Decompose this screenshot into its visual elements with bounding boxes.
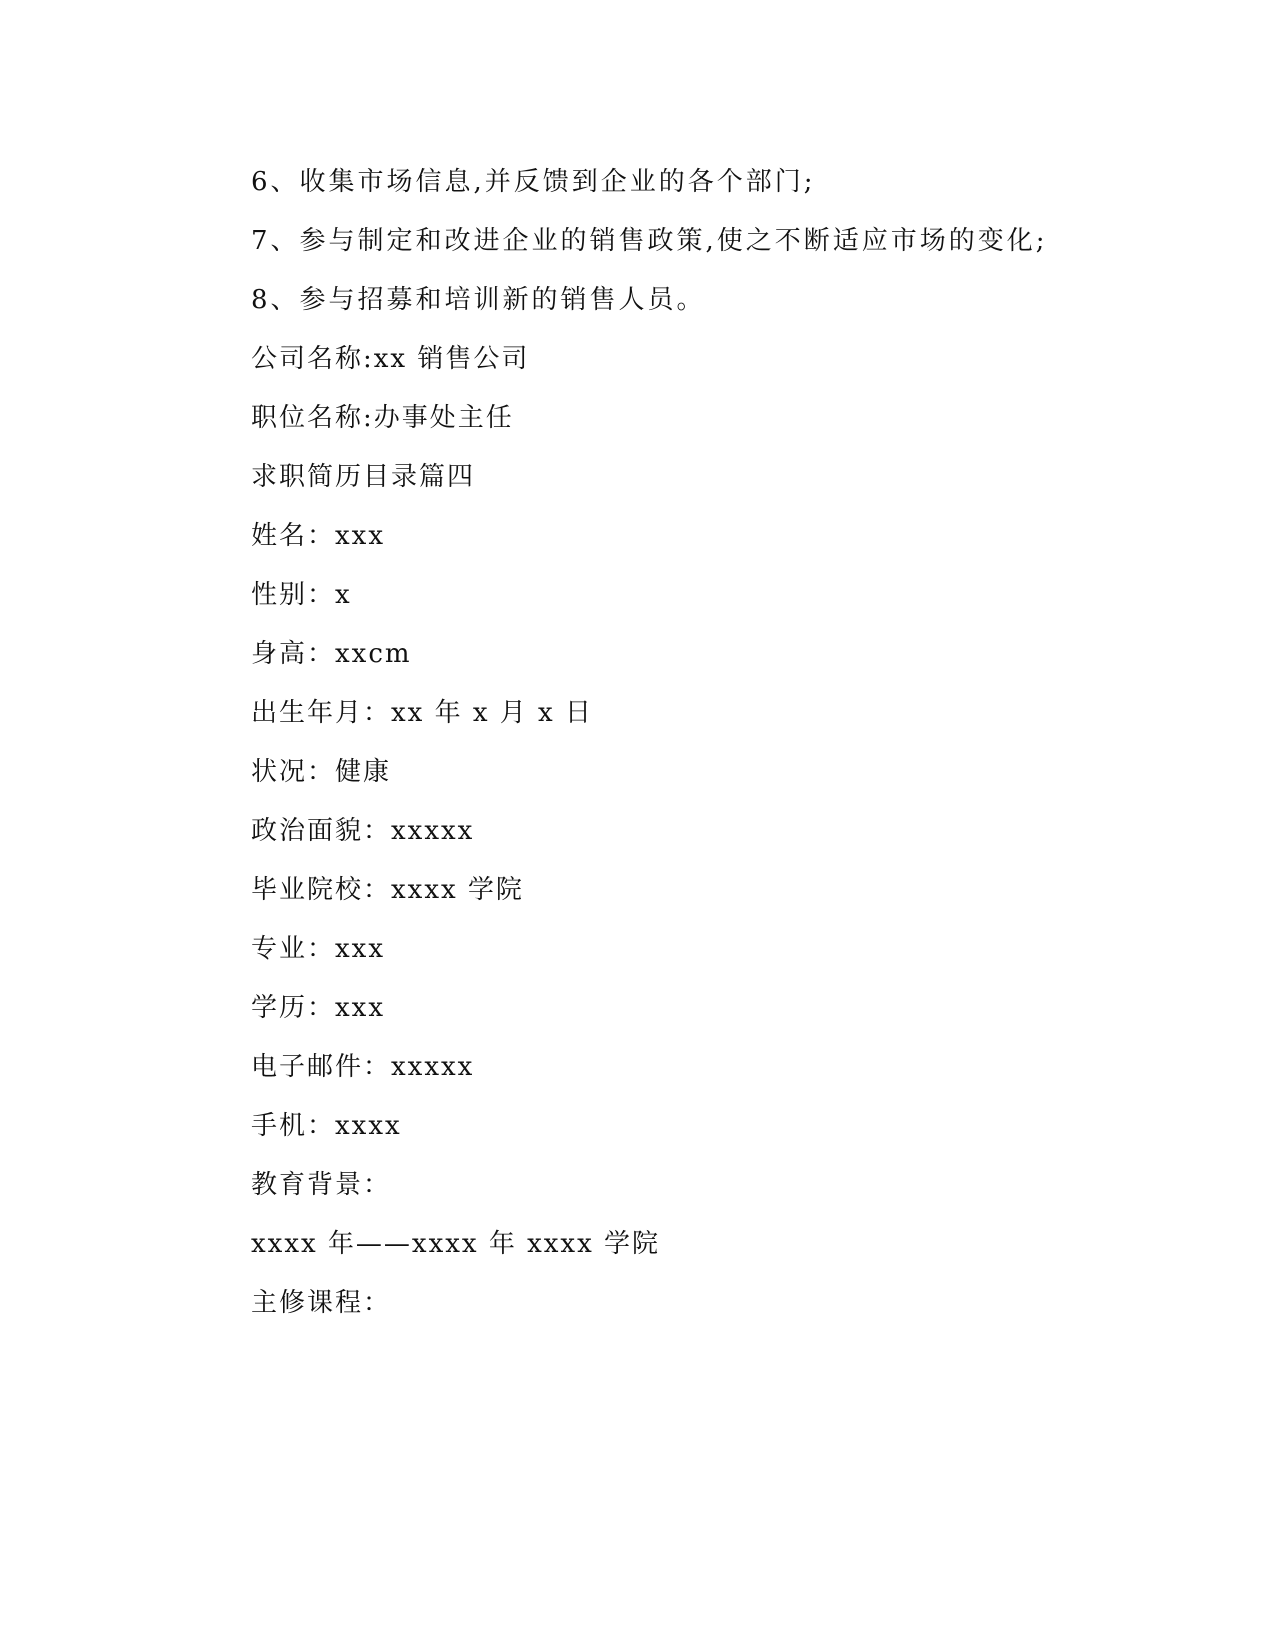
position-name-line: 职位名称:办事处主任 (251, 403, 514, 433)
education-period: xxxx 年——xxxx 年 xxxx 学院 (251, 1229, 661, 1259)
name-field: 姓名：xxx (251, 521, 385, 551)
duty-item-8: 8、参与招募和培训新的销售人员。 (251, 285, 706, 315)
section-heading: 求职简历目录篇四 (251, 462, 476, 492)
political-status-field: 政治面貌：xxxxx (251, 816, 475, 846)
email-field: 电子邮件：xxxxx (251, 1052, 475, 1082)
phone-field: 手机：xxxx (251, 1111, 402, 1141)
health-field: 状况：健康 (251, 757, 392, 787)
company-name-line: 公司名称:xx 销售公司 (251, 344, 530, 374)
height-field: 身高：xxcm (251, 639, 412, 669)
major-field: 专业：xxx (251, 934, 385, 964)
education-heading: 教育背景： (251, 1170, 392, 1200)
courses-heading: 主修课程： (251, 1288, 392, 1318)
document-body (251, 163, 1151, 1343)
duty-item-6: 6、收集市场信息,并反馈到企业的各个部门; (251, 167, 816, 197)
school-field: 毕业院校：xxxx 学院 (251, 875, 524, 905)
birth-date-field: 出生年月：xx 年 x 月 x 日 (251, 698, 593, 728)
gender-field: 性别：x (251, 580, 352, 610)
degree-field: 学历：xxx (251, 993, 385, 1023)
duty-item-7: 7、参与制定和改进企业的销售政策,使之不断适应市场的变化; (251, 226, 1048, 256)
